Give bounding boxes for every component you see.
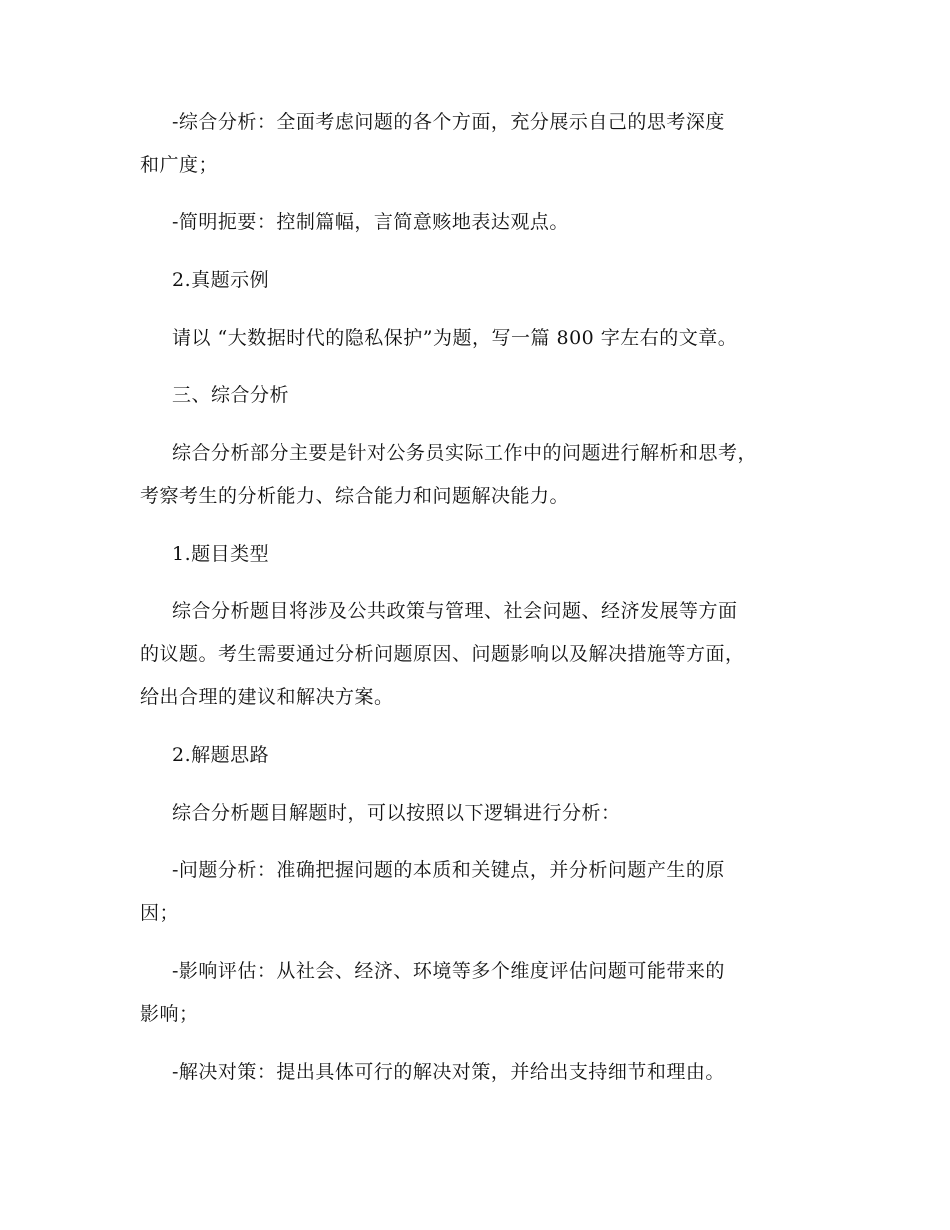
paragraph-continuation: 给出合理的建议和解决方案。 [140, 686, 394, 708]
paragraph-continuation: 因； [140, 902, 180, 924]
paragraph-continuation: 考察考生的分析能力、综合能力和问题解决能力。 [140, 485, 570, 507]
subheading-approach: 2.解题思路 [172, 744, 270, 766]
section-heading: 三、综合分析 [172, 384, 290, 406]
example-question: 请以 “大数据时代的隐私保护”为题，写一篇 800 字左右的文章。 [172, 327, 738, 349]
bullet-solutions: -解决对策：提出具体可行的解决对策，并给出支持细节和理由。 [172, 1061, 725, 1083]
paragraph-continuation: 和广度； [140, 154, 219, 176]
bullet-concise: -简明扼要：控制篇幅，言简意赅地表达观点。 [172, 211, 569, 233]
subheading-question-type: 1.题目类型 [172, 543, 270, 565]
bullet-comprehensive-analysis: -综合分析：全面考虑问题的各个方面，充分展示自己的思考深度 [172, 111, 725, 133]
paragraph: 综合分析题目将涉及公共政策与管理、社会问题、经济发展等方面 [172, 600, 738, 622]
subheading-example: 2.真题示例 [172, 269, 270, 291]
bullet-problem-analysis: -问题分析：准确把握问题的本质和关键点，并分析问题产生的原 [172, 859, 725, 881]
paragraph: 综合分析部分主要是针对公务员实际工作中的问题进行解析和思考， [172, 442, 758, 464]
paragraph: 综合分析题目解题时，可以按照以下逻辑进行分析： [172, 802, 621, 824]
bullet-impact-assessment: -影响评估：从社会、经济、环境等多个维度评估问题可能带来的 [172, 960, 725, 982]
paragraph-continuation: 影响； [140, 1003, 199, 1025]
paragraph-continuation: 的议题。考生需要通过分析问题原因、问题影响以及解决措施等方面， [140, 643, 745, 665]
